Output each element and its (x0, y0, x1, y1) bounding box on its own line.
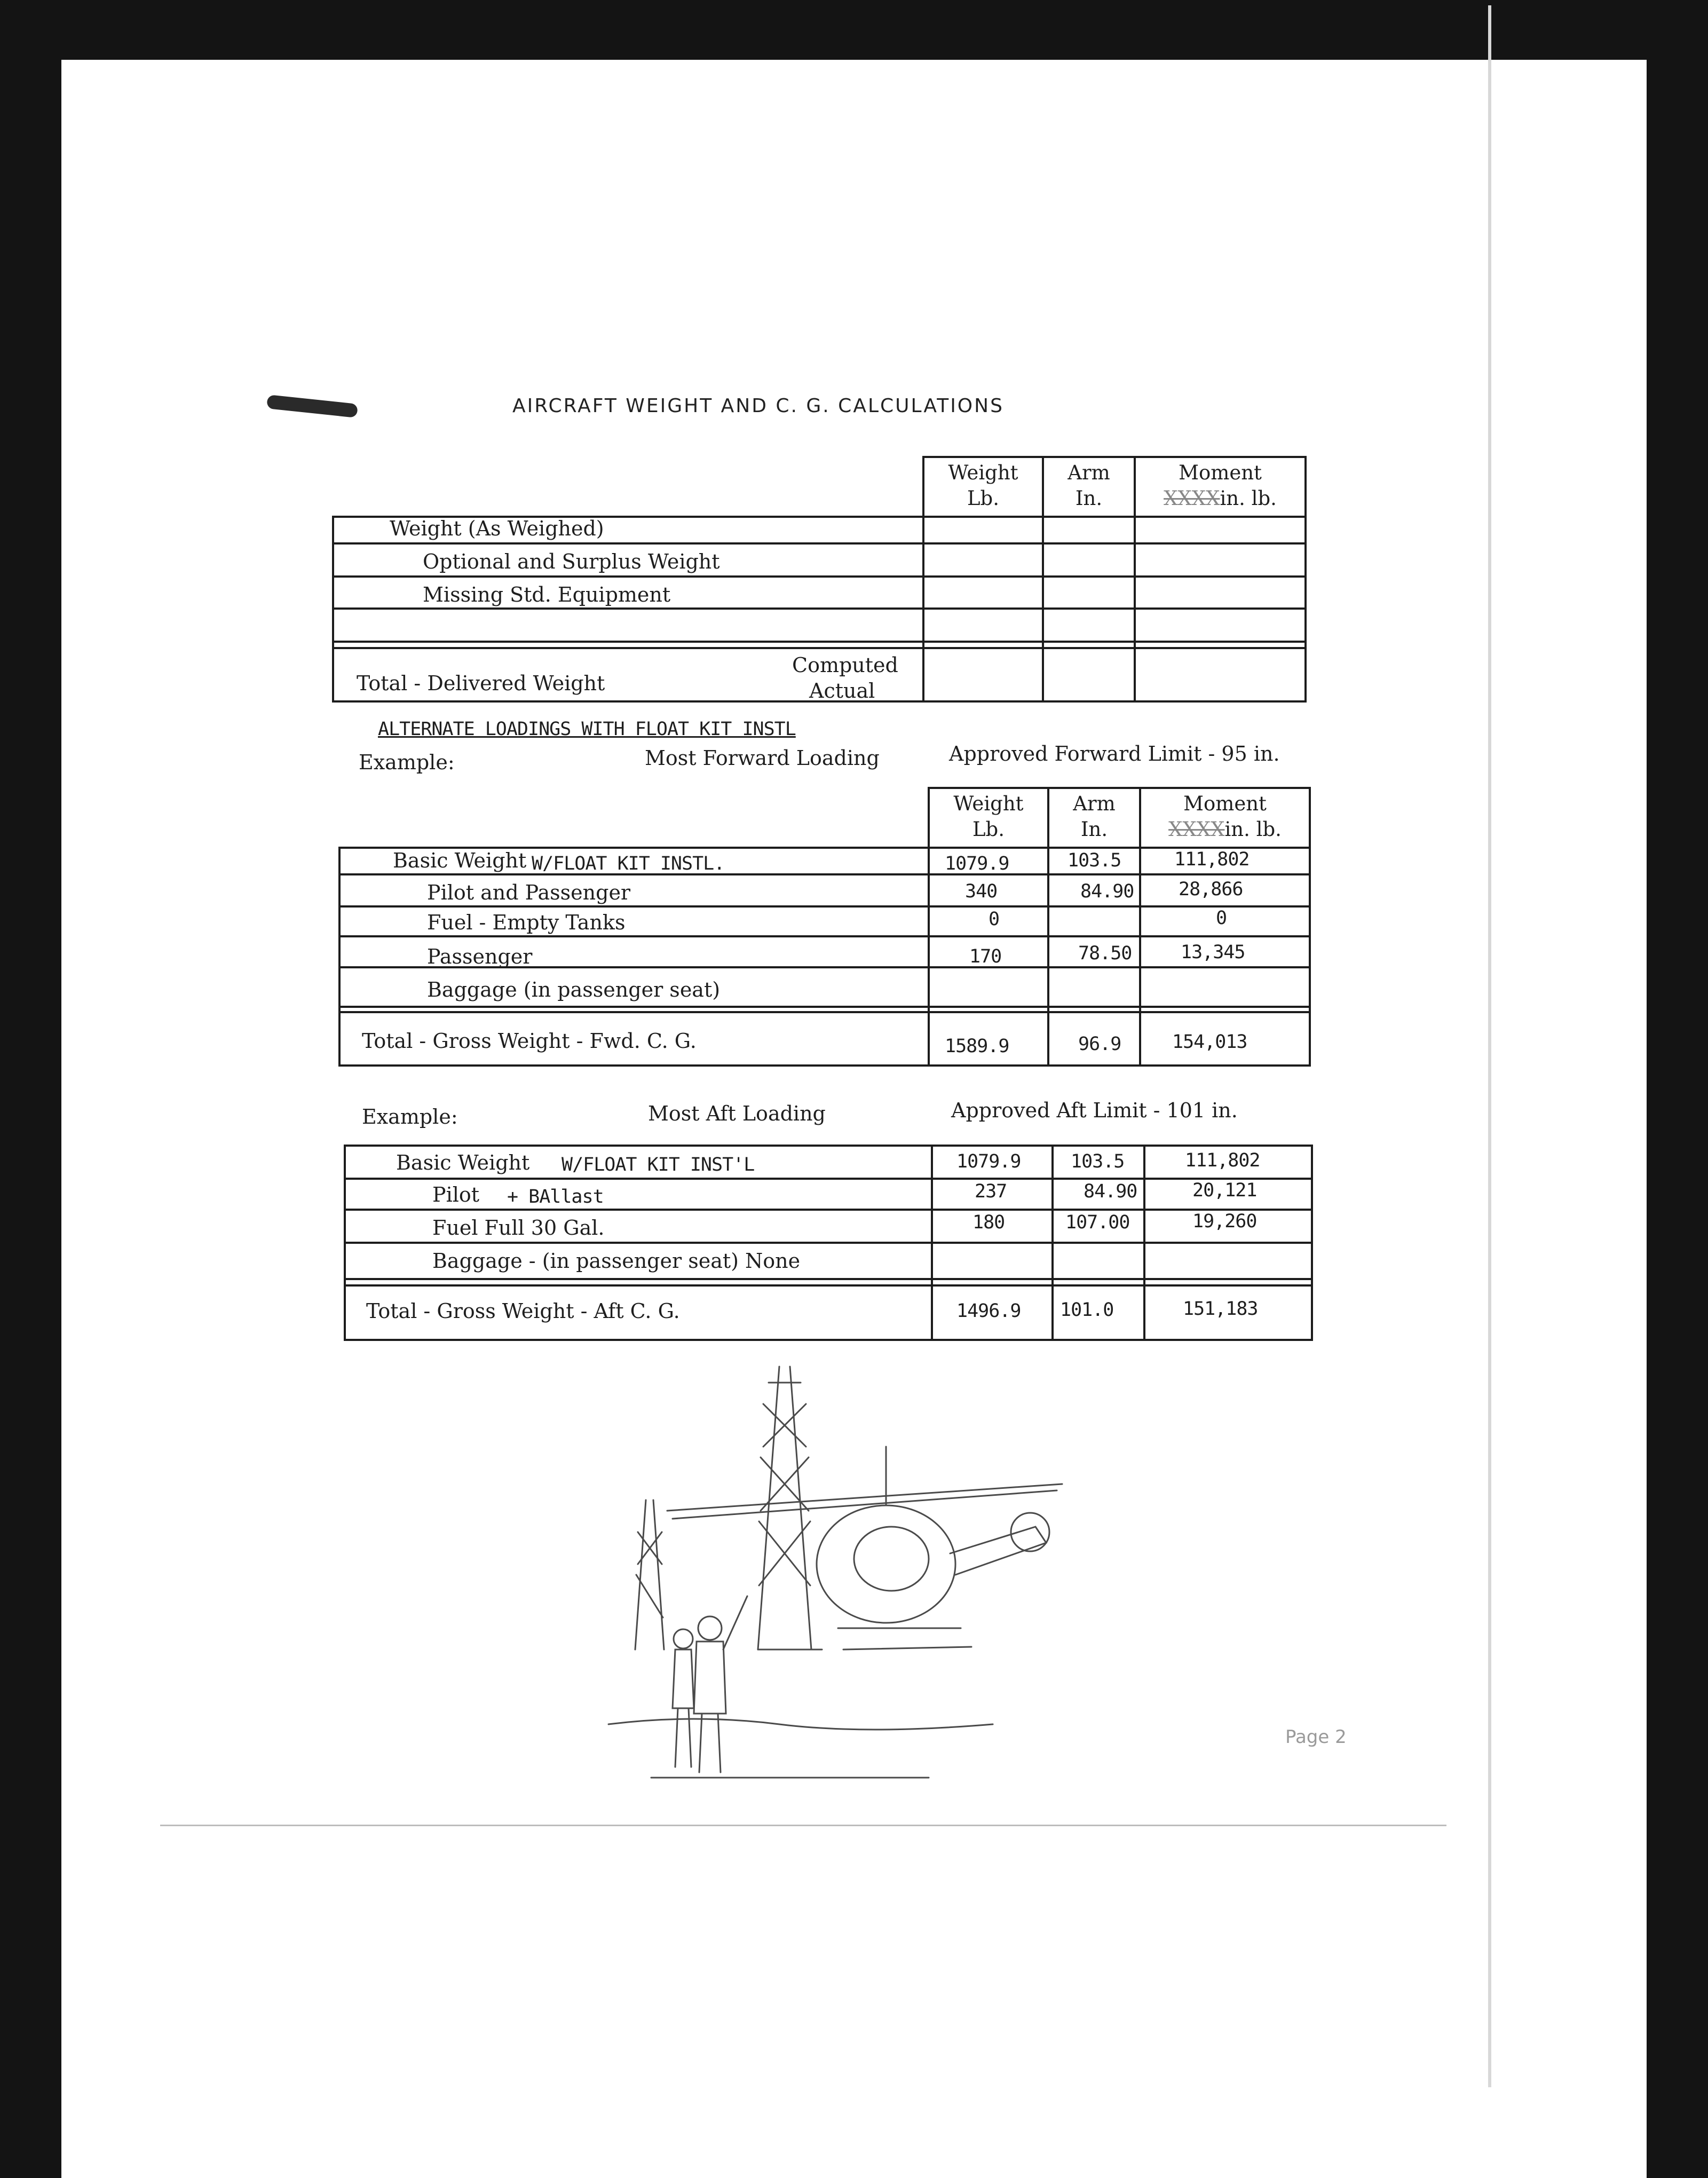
fwd-total-moment: 154,013 (1172, 1031, 1247, 1053)
actual-label: Actual (809, 679, 875, 703)
col-header-moment: Moment XXXXin. lb. (1164, 461, 1277, 510)
fwd-col-header-arm: Arm In. (1073, 792, 1116, 841)
fwd-col-header-weight: Weight Lb. (953, 792, 1024, 841)
aft-limit: Approved Aft Limit - 101 in. (951, 1099, 1238, 1122)
fwd-total-arm: 96.9 (1078, 1033, 1121, 1055)
aft-row-moment: 19,260 (1192, 1211, 1257, 1232)
fwd-row-arm: 103.5 (1068, 850, 1121, 871)
fwd-row-weight: 340 (965, 881, 998, 902)
fwd-row-moment: 13,345 (1181, 942, 1245, 963)
fwd-row-moment: 28,866 (1179, 879, 1243, 900)
aft-row-arm: 84.90 (1084, 1181, 1137, 1202)
col-header-weight: Weight Lb. (948, 461, 1018, 510)
aft-row-label: Pilot (432, 1183, 480, 1206)
aft-row-weight: 180 (972, 1212, 1005, 1233)
row-as-weighed: Weight (As Weighed) (390, 517, 604, 540)
aft-total-arm: 101.0 (1060, 1299, 1114, 1321)
paper-fold-line (160, 1825, 1446, 1826)
row-optional-surplus: Optional and Surplus Weight (423, 550, 720, 573)
fwd-row-weight: 1079.9 (945, 853, 1009, 874)
aft-example-label: Example: (362, 1105, 458, 1129)
page-title: AIRCRAFT WEIGHT AND C. G. CALCULATIONS (512, 395, 1004, 417)
document-sheet (61, 60, 1647, 2178)
forward-example-label: Example: (359, 751, 455, 774)
aft-row-label: Fuel Full 30 Gal. (432, 1216, 605, 1240)
total-delivered-label: Total - Delivered Weight (357, 672, 605, 695)
fwd-row-moment: 0 (1216, 908, 1227, 929)
aft-row-weight: 1079.9 (956, 1151, 1021, 1172)
helicopter-oil-rig-illustration (587, 1351, 1078, 1794)
alternate-loadings-heading: ALTERNATE LOADINGS WITH FLOAT KIT INSTL (378, 719, 796, 740)
fwd-col-header-moment: Moment XXXXin. lb. (1168, 792, 1282, 841)
fwd-row-arm: 78.50 (1078, 943, 1132, 964)
fwd-row-moment: 111,802 (1174, 849, 1250, 870)
fwd-total-label: Total - Gross Weight - Fwd. C. G. (362, 1029, 697, 1053)
aft-total-weight: 1496.9 (956, 1300, 1021, 1322)
aft-row-note: W/FLOAT KIT INST'L (562, 1154, 755, 1175)
fwd-row-weight: 170 (969, 946, 1002, 967)
fwd-row-label: Passenger (427, 945, 533, 968)
fwd-row-label: Basic Weight (393, 849, 527, 872)
aft-total-label: Total - Gross Weight - Aft C. G. (366, 1299, 680, 1323)
fwd-row-label: Baggage (in passenger seat) (427, 978, 721, 1001)
aft-row-label: Baggage - (in passenger seat) None (432, 1249, 801, 1273)
aft-row-label: Basic Weight (396, 1151, 530, 1174)
fwd-row-note: W/FLOAT KIT INSTL. (532, 853, 725, 874)
forward-limit: Approved Forward Limit - 95 in. (949, 742, 1280, 766)
fwd-total-weight: 1589.9 (945, 1036, 1009, 1057)
page-number: Page 2 (1285, 1726, 1347, 1748)
col-header-arm: Arm In. (1068, 461, 1110, 510)
fwd-row-arm: 84.90 (1080, 881, 1134, 902)
aft-row-note: + BAllast (507, 1186, 604, 1208)
aft-row-weight: 237 (975, 1181, 1007, 1202)
row-missing-equipment: Missing Std. Equipment (423, 583, 671, 606)
fwd-row-label: Fuel - Empty Tanks (427, 911, 626, 934)
computed-label: Computed (792, 653, 898, 677)
forward-loading-title: Most Forward Loading (645, 746, 880, 770)
aft-total-moment: 151,183 (1183, 1298, 1258, 1320)
fwd-row-weight: 0 (989, 909, 1000, 930)
page-right-border (1488, 5, 1491, 2087)
aft-loading-title: Most Aft Loading (648, 1102, 826, 1125)
aft-row-arm: 107.00 (1065, 1212, 1130, 1233)
aft-row-moment: 111,802 (1185, 1150, 1260, 1171)
aft-row-moment: 20,121 (1192, 1180, 1257, 1201)
fwd-row-label: Pilot and Passenger (427, 881, 631, 904)
aft-row-arm: 103.5 (1071, 1151, 1125, 1172)
